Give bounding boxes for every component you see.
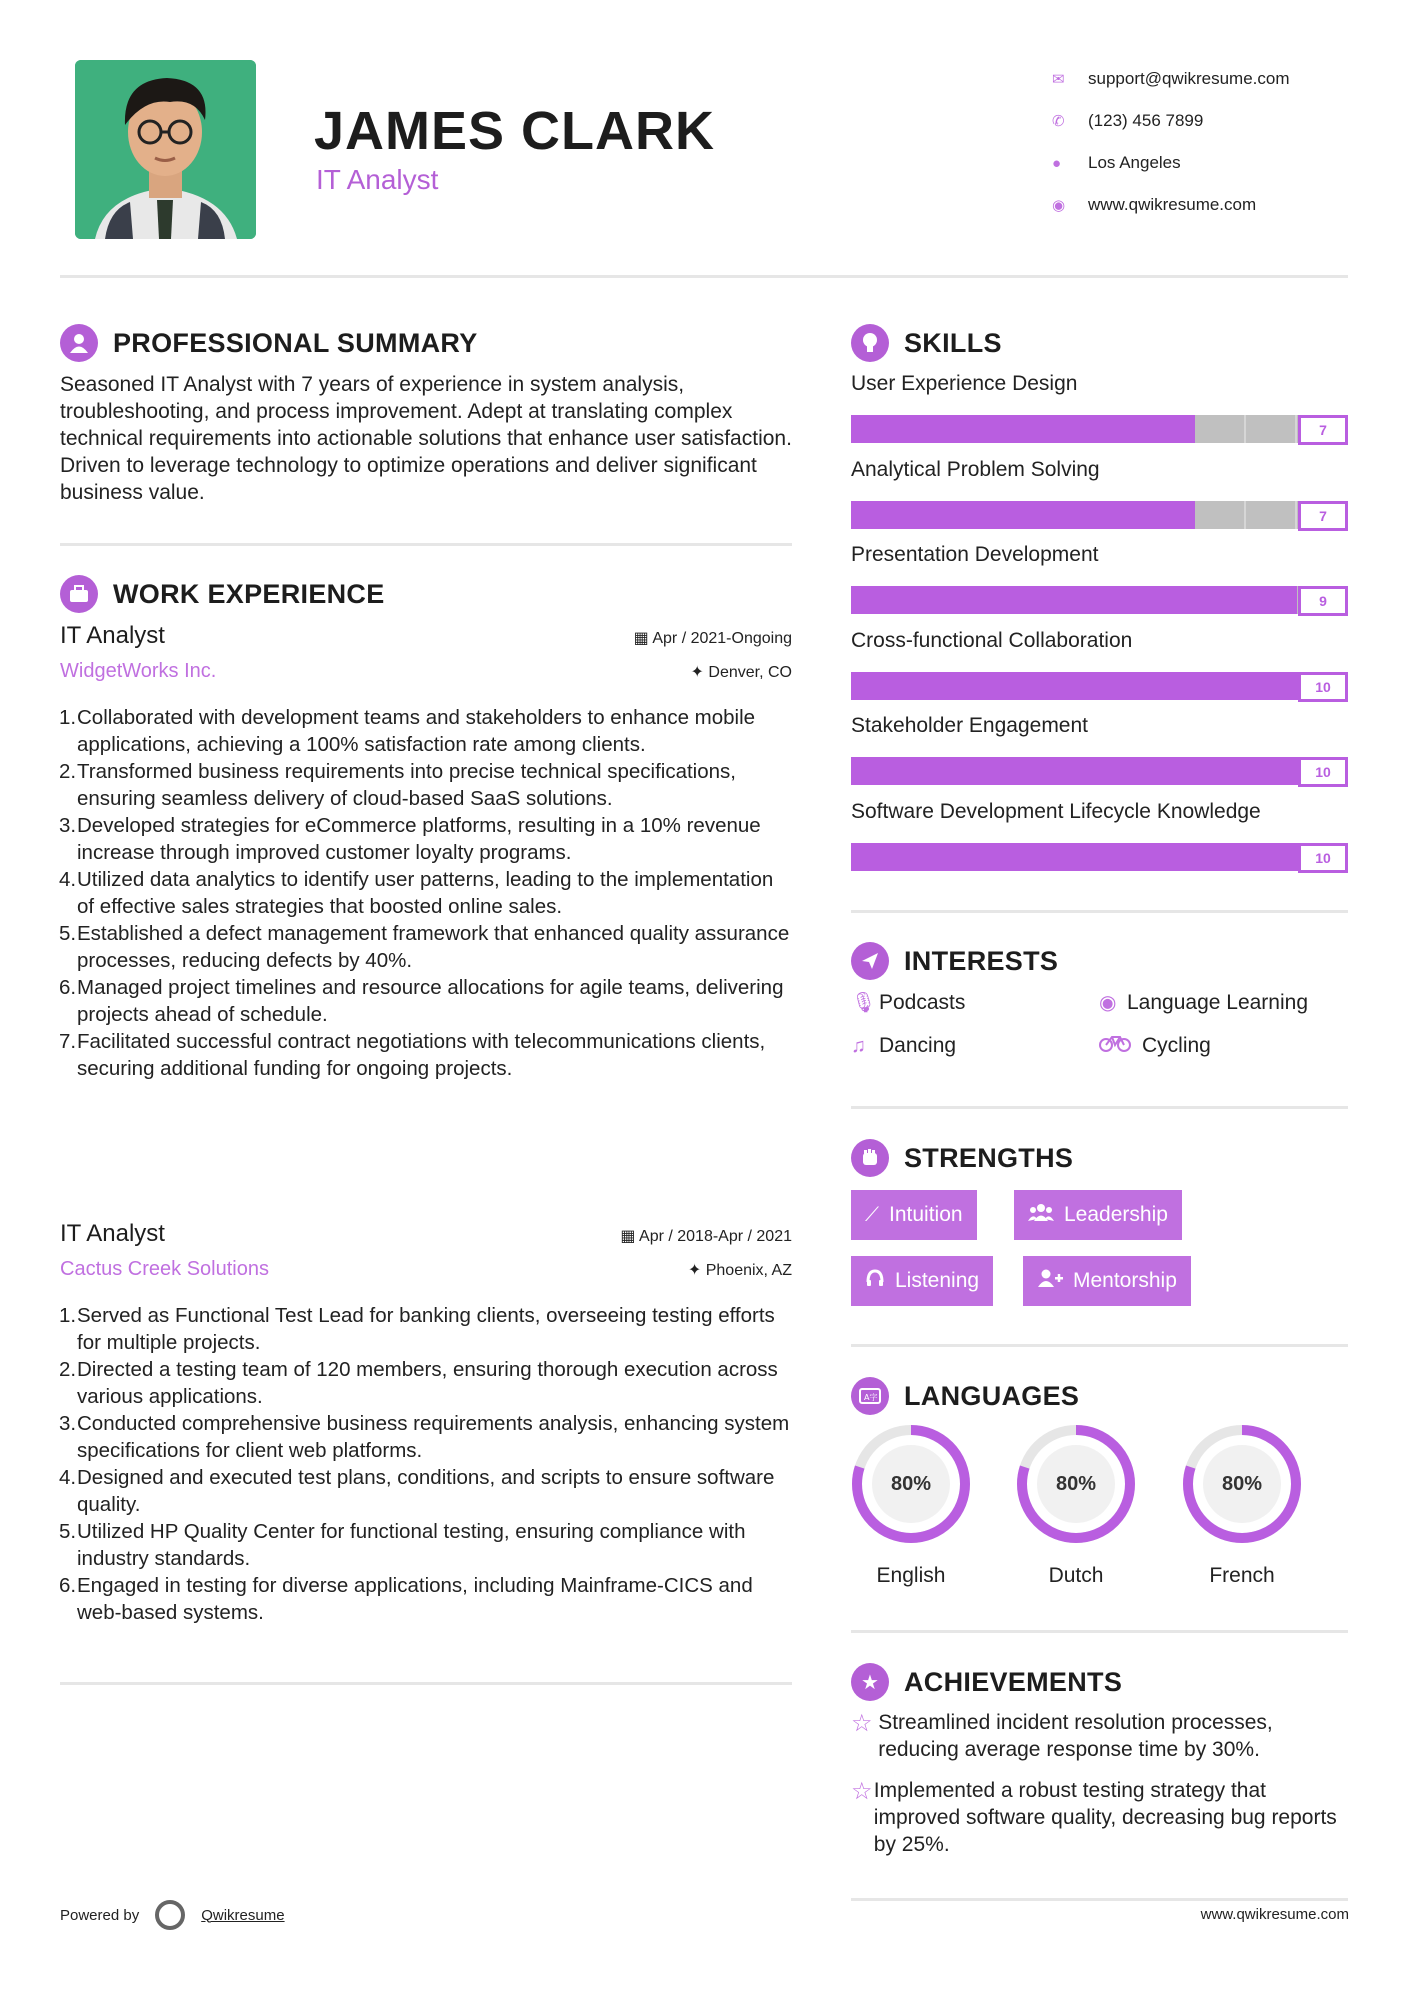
skill-bar-segment [1050,672,1100,700]
shooting-star-icon: ☆ [851,1710,873,1737]
skill-bar-segment [1195,501,1246,529]
skill-bar-segment [950,672,1000,700]
list-item: 4. Designed and executed test plans, conditions, and scripts to ensure software quality. [59,1466,775,1516]
experience-heading [60,575,385,613]
job-company: Cactus Creek Solutions [60,1258,269,1280]
envelope-icon: ✉ [1052,71,1065,88]
skill-item [851,714,1348,787]
job-dates: ▦ Apr / 2018-Apr / 2021 [620,1228,792,1245]
list-item: 2. Transformed business requirements into precise technical specifications, ensuring seamless delivery of cloud-based SaaS solutions. [59,760,736,810]
skill-bar-segment [1149,672,1199,700]
skill-bar-segment [1249,757,1299,785]
lightbulb-icon [851,324,889,362]
skill-bar-segment [851,843,901,871]
skill-item [851,800,1348,873]
list-item: 6. Engaged in testing for diverse applications, including Mainframe-CICS and web-based systems. [59,1574,753,1624]
interests-title: INTERESTS [904,945,1059,976]
skill-bar-segment [900,501,949,529]
skill-name: Cross-functional Collaboration [851,628,1133,652]
job-location: ✦ Denver, CO [690,664,792,681]
skill-bar-segment [1100,672,1150,700]
candidate-title: IT Analyst [316,164,439,195]
skill-item [851,458,1348,531]
phone-icon: ✆ [1052,113,1065,130]
header-divider [60,275,1348,278]
skill-bar [851,415,1348,445]
shooting-star-icon: ☆ [851,1778,873,1805]
list-item: 1. Served as Functional Test Lead for banking clients, overseeing testing efforts for multiple projects. [59,1304,775,1354]
globe-icon: ◉ [1052,197,1066,214]
skill-bar-segment [1099,586,1149,614]
summary-title: PROFESSIONAL SUMMARY [113,327,478,358]
skill-bar-segment [998,501,1047,529]
skill-bar-segment [1199,843,1249,871]
skill-level: 10 [1298,757,1348,787]
skill-bar-segment [1049,586,1099,614]
list-item: 1. Collaborated with development teams and stakeholders to enhance mobile applications, achieving a 100% satisfaction rate among clients. [59,706,756,756]
skill-bar [851,501,1348,531]
svg-text:A字: A字 [864,1393,878,1402]
strengths-title: STRENGTHS [904,1142,1074,1173]
job-title: IT Analyst [60,1220,165,1247]
strength-chip: Mentorship [1023,1256,1191,1306]
qwikresume-logo-icon [155,1900,185,1930]
skill-bar-segment [901,757,951,785]
users-icon [1028,1202,1054,1228]
contact-phone[interactable] [1052,100,1290,142]
star-badge-icon: ★ [851,1663,889,1701]
strengths-heading [851,1139,1073,1177]
strength-chip: Listening [851,1256,993,1306]
achievements-heading [851,1663,1122,1701]
skill-level: 7 [1298,415,1348,445]
list-item: 7. Facilitated successful contract negotiations with telecommunications clients, securing additional funding for ongoing projects. [59,1030,766,1080]
skill-bar-segment [1199,672,1249,700]
job-entry [60,622,792,1082]
interest-item: ♫ Dancing [851,1034,957,1057]
pin-icon: ✦ [687,1262,706,1279]
calendar-icon: ▦ [633,630,653,647]
footer-branding [60,1900,285,1930]
interest-item: Cycling [1099,1034,1211,1058]
list-item: 5. Utilized HP Quality Center for functional testing, ensuring compliance with industry standards. [59,1520,746,1570]
list-item: 3. Conducted comprehensive business requirements analysis, enhancing system specifications for client web platforms. [59,1412,790,1462]
skill-name: User Experience Design [851,372,1078,395]
skills-divider [851,910,1348,913]
strength-chip: ⟋ Intuition [851,1190,977,1240]
skill-bar [851,672,1348,702]
achievement-item: ☆ Streamlined incident resolution processes, reducing average response time by 30%. [851,1710,1273,1761]
powered-by-text: Powered by [60,1906,140,1924]
skill-bar-segment [949,415,998,443]
skill-item [851,629,1348,702]
skill-bar-segment [851,586,901,614]
bicycle-icon [1099,1034,1142,1058]
skill-name: Software Development Lifecycle Knowledge [851,799,1261,823]
language-donut [1014,1422,1138,1546]
skill-bar-segment [1149,757,1199,785]
skill-bar-segment [901,843,951,871]
summary-divider [60,543,792,546]
skill-bar-segment [1000,672,1050,700]
contact-phone-text: (123) 456 7899 [1088,111,1204,130]
summary-heading [60,324,478,362]
skill-level: 7 [1298,501,1348,531]
skill-bar [851,757,1348,787]
skills-title: SKILLS [904,327,1002,358]
skill-bar-segment [1000,586,1050,614]
skill-bar-segment [1199,757,1249,785]
language-percent: 80% [872,1445,950,1523]
skill-bar-segment [1247,586,1297,614]
job-location: ✦ Phoenix, AZ [687,1262,792,1279]
skill-name: Presentation Development [851,543,1099,566]
skill-bar-segment [1146,501,1195,529]
skill-bar [851,843,1348,873]
user-icon [60,324,98,362]
job-dates: ▦ Apr / 2021-Ongoing [633,630,792,647]
interests-heading [851,942,1058,980]
calendar-icon: ▦ [620,1228,640,1245]
skill-level: 10 [1298,843,1348,873]
contact-email-text: support@qwikresume.com [1088,69,1290,88]
summary-text: Seasoned IT Analyst with 7 years of experience in system analysis, troubleshooting, and process improvement. Adept at translating complex technical requirements into actionable solutions that enhance user satisfaction. Driven to leverage technology to optimize operations and deliver significant business value. [60,373,792,504]
skill-bar-segment [1047,415,1096,443]
headphones-icon [865,1268,885,1294]
contact-list [1052,58,1290,226]
user-plus-icon [1037,1268,1063,1294]
skill-bar-segment [950,586,1000,614]
skill-bar-segment [1195,415,1246,443]
skill-bar-segment [1050,757,1100,785]
skill-level: 10 [1298,672,1348,702]
skill-bar-segment [1096,501,1145,529]
skill-bar-segment [1100,757,1150,785]
languages-divider [851,1630,1348,1633]
list-item: 2. Directed a testing team of 120 members, ensuring thorough execution across various applications. [59,1358,778,1408]
contact-location-text: Los Angeles [1088,153,1181,172]
skill-bar-segment [901,672,951,700]
skills-heading [851,324,1002,362]
skill-bar-segment [1149,843,1199,871]
skill-bar-segment [851,672,901,700]
skill-bar-segment [1249,672,1299,700]
skill-bar-segment [1096,415,1145,443]
contact-website[interactable] [1052,184,1290,226]
skill-bar-segment [1246,415,1297,443]
skill-bar-segment [851,415,900,443]
skill-bar-segment [1000,757,1050,785]
language-percent: 80% [1203,1445,1281,1523]
job-company: WidgetWorks Inc. [60,660,217,682]
pin-icon: ✦ [690,664,709,681]
candidate-name: JAMES CLARK [314,101,716,161]
job-title: IT Analyst [60,622,165,649]
skill-item [851,372,1348,445]
list-item: 3. Developed strategies for eCommerce platforms, resulting in a 10% revenue increase through improved customer loyalty programs. [59,814,761,864]
skill-bar [851,586,1348,616]
globe-icon: ◉ [1099,992,1117,1014]
language-card-icon [851,1377,889,1415]
skill-bar-segment [900,415,949,443]
job-bullets [60,704,792,1082]
skill-bar-segment [950,757,1000,785]
job-entry [60,1220,792,1626]
skill-level: 9 [1298,586,1348,616]
achievement-item: ☆ Implemented a robust testing strategy that improved software quality, decreasing bug reports by 25%. [851,1778,1337,1856]
contact-email[interactable] [1052,58,1290,100]
skill-bar-segment [1246,501,1297,529]
location-pin-icon: ● [1052,154,1062,172]
skill-bar-segment [851,757,901,785]
skill-bar-segment [1148,586,1198,614]
footer-url[interactable]: www.qwikresume.com [1200,1906,1349,1923]
skill-bar-segment [1000,843,1050,871]
language-name: French [1209,1564,1275,1587]
music-note-icon: ♫ [851,1034,866,1057]
language-item [1014,1422,1138,1588]
contact-location [1052,142,1290,184]
skill-bar-segment [1198,586,1248,614]
magic-wand-icon: ⟋ [865,1203,879,1226]
job-bullets [60,1302,792,1626]
language-donut [1180,1422,1304,1546]
skill-bar-segment [1249,843,1299,871]
achievements-divider [851,1898,1348,1901]
skill-bar-segment [949,501,998,529]
list-item: 6. Managed project timelines and resource allocations for agile teams, delivering projects ahead of schedule. [59,976,784,1026]
paper-plane-icon [851,942,889,980]
list-item: 5. Established a defect management framework that enhanced quality assurance processes, reducing defects by 40%. [59,922,790,972]
experience-divider [60,1682,792,1685]
strengths-divider [851,1344,1348,1347]
experience-title: WORK EXPERIENCE [113,578,385,609]
profile-photo [75,60,256,239]
skill-name: Analytical Problem Solving [851,457,1100,481]
achievements-title: ACHIEVEMENTS [904,1666,1123,1697]
list-item: 4. Utilized data analytics to identify user patterns, leading to the implementation of effective sales strategies that boosted online sales. [59,868,774,918]
skill-bar-segment [901,586,951,614]
skill-bar-segment [1100,843,1150,871]
skill-bar-segment [950,843,1000,871]
languages-title: LANGUAGES [904,1380,1080,1411]
interest-item: ◉ Language Learning [1099,990,1309,1014]
interests-divider [851,1106,1348,1109]
language-name: Dutch [1048,1564,1104,1587]
brand-link[interactable]: Qwikresume [201,1906,285,1924]
languages-heading [851,1377,1079,1415]
skill-bar-segment [1047,501,1096,529]
skill-bar-segment [998,415,1047,443]
fist-icon [851,1139,889,1177]
language-percent: 80% [1037,1445,1115,1523]
microphone-icon: 🎙︎ [851,992,877,1014]
skill-bar-segment [851,501,900,529]
skill-item [851,543,1348,616]
interest-item: 🎙︎ Podcasts [851,990,966,1014]
strength-chip: Leadership [1014,1190,1182,1240]
language-item [1180,1422,1304,1588]
language-name: English [876,1564,946,1587]
language-donut [849,1422,973,1546]
skill-bar-segment [1146,415,1195,443]
skill-name: Stakeholder Engagement [851,714,1088,737]
briefcase-icon [60,575,98,613]
skill-bar-segment [1050,843,1100,871]
language-item [849,1422,973,1588]
contact-website-text: www.qwikresume.com [1088,195,1257,214]
